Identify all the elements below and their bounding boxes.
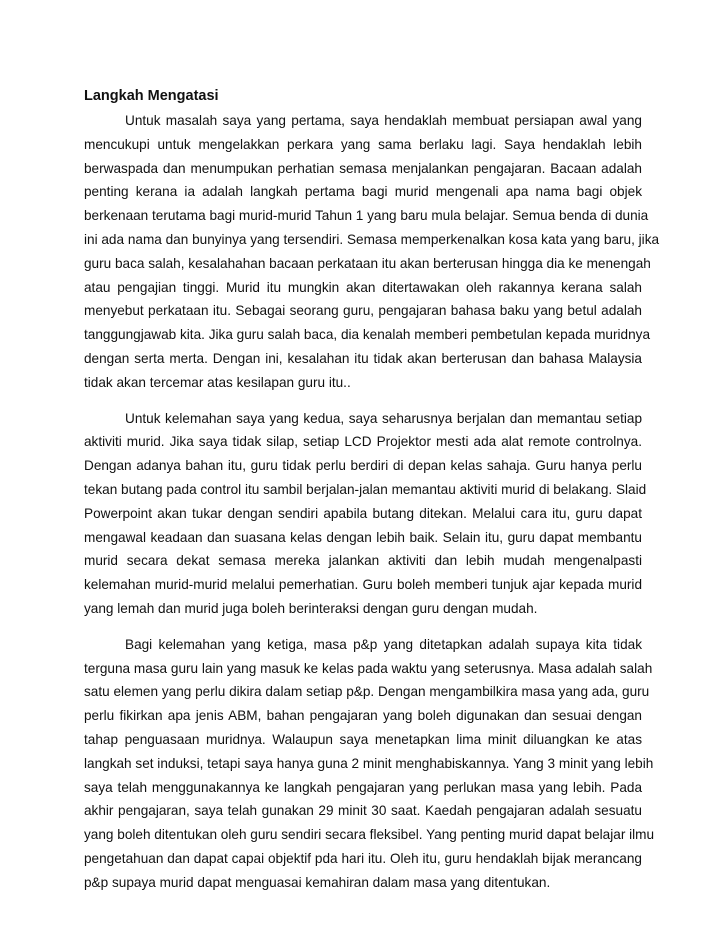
paragraph-3: [84, 633, 655, 895]
paragraph-line: tekan butang pada control itu sambil berjalan-jalan memantau aktiviti murid di belakang. Slaid: [84, 481, 647, 497]
paragraph-line: akhir pengajaran, saya telah gunakan 29 minit 30 saat. Kaedah pengajaran adalah sesuatu: [84, 803, 642, 819]
paragraph-line: aktiviti murid. Jika saya tidak silap, setiap LCD Projektor mesti ada alat remote controlnya.: [84, 434, 642, 450]
paragraph-line: langkah set induksi, tetapi saya hanya guna 2 minit menghabiskannya. Yang 3 minit yang lebih: [84, 755, 654, 771]
paragraph-line: tanggungjawab kita. Jika guru salah baca, dia kenalah memberi pembetulan kepada muridnya: [84, 327, 651, 343]
paragraph-line: saya telah menggunakannya ke langkah pengajaran yang perlukan masa yang lebih. Pada: [84, 779, 642, 795]
paragraph-line: dengan serta merta. Dengan ini, kesalahan itu tidak akan berterusan dan bahasa Malaysia: [84, 350, 642, 366]
paragraph-line: penting kerana ia adalah langkah pertama bagi murid mengenali apa nama bagi objek: [84, 184, 642, 200]
paragraph-line: perlu fikirkan apa jenis ABM, bahan pengajaran yang boleh digunakan dan sesuai dengan: [84, 708, 642, 724]
paragraph-line: ini ada nama dan bunyinya yang tersendiri. Semasa memperkenalkan kosa kata yang baru, jika: [84, 231, 660, 247]
paragraph-line: tidak akan tercemar atas kesilapan guru itu..: [84, 374, 351, 390]
section-heading: Langkah Mengatasi: [84, 88, 219, 104]
paragraph-line: kelemahan murid-murid melalui pemerhatian. Guru boleh memberi tunjuk ajar kepada murid: [84, 577, 642, 593]
paragraph-line: atau pengajian tinggi. Murid itu mungkin akan ditertawakan oleh rakannya kerana salah: [84, 279, 642, 295]
paragraph-line: tahap penguasaan muridnya. Walaupun saya menetapkan lima minit diluangkan ke atas: [84, 731, 642, 747]
paragraph-1: [84, 109, 660, 395]
paragraph-line: yang lemah dan murid juga boleh berinteraksi dengan guru dengan mudah.: [84, 600, 538, 616]
paragraph-line: Dengan adanya bahan itu, guru tidak perlu berdiri di depan kelas sahaja. Guru hanya perlu: [84, 458, 642, 474]
paragraph-line: mencukupi untuk mengelakkan perkara yang sama berlaku lagi. Saya hendaklah lebih: [84, 136, 642, 152]
paragraph-line: Untuk kelemahan saya yang kedua, saya seharusnya berjalan dan memantau setiap: [125, 410, 642, 426]
paragraph-line: satu elemen yang perlu dikira dalam setiap p&p. Dengan mengambilkira masa yang ada, guru: [84, 684, 650, 700]
paragraph-2: [84, 407, 647, 621]
paragraph-line: berkenaan terutama bagi murid-murid Tahun 1 yang baru mula belajar. Semua benda di dunia: [84, 208, 649, 224]
paragraph-line: Powerpoint akan tukar dengan sendiri apabila butang ditekan. Melalui cara itu, guru dapat: [84, 505, 642, 521]
paragraph-line: p&p supaya murid dapat menguasai kemahiran dalam masa yang ditentukan.: [84, 874, 551, 890]
paragraph-line: terguna masa guru lain yang masuk ke kelas pada waktu yang seterusnya. Masa adalah salah: [84, 660, 653, 676]
paragraph-line: Untuk masalah saya yang pertama, saya hendaklah membuat persiapan awal yang: [125, 113, 642, 128]
paragraph-line: pengetahuan dan dapat capai objektif pda hari itu. Oleh itu, guru hendaklah bijak merancang: [84, 850, 642, 866]
paragraph-line: murid secara dekat semasa mereka jalankan aktiviti dan lebih mudah mengenalpasti: [84, 553, 642, 569]
paragraph-line: guru baca salah, kesalahahan bacaan perkataan itu akan berterusan hingga dia ke menengah: [84, 255, 651, 271]
paragraph-line: berwaspada dan menumpukan perhatian semasa menjalankan pengajaran. Bacaan adalah: [84, 160, 642, 176]
paragraph-line: yang boleh ditentukan oleh guru sendiri secara fleksibel. Yang penting murid dapat belajar ilmu: [84, 827, 655, 843]
paragraph-line: mengawal keadaan dan suasana kelas dengan lebih baik. Selain itu, guru dapat membantu: [84, 529, 642, 545]
paragraph-line: menyebut perkataan itu. Sebagai seorang guru, pengajaran bahasa baku yang betul adalah: [84, 303, 642, 319]
paragraph-line: Bagi kelemahan yang ketiga, masa p&p yang ditetapkan adalah supaya kita tidak: [125, 636, 642, 652]
